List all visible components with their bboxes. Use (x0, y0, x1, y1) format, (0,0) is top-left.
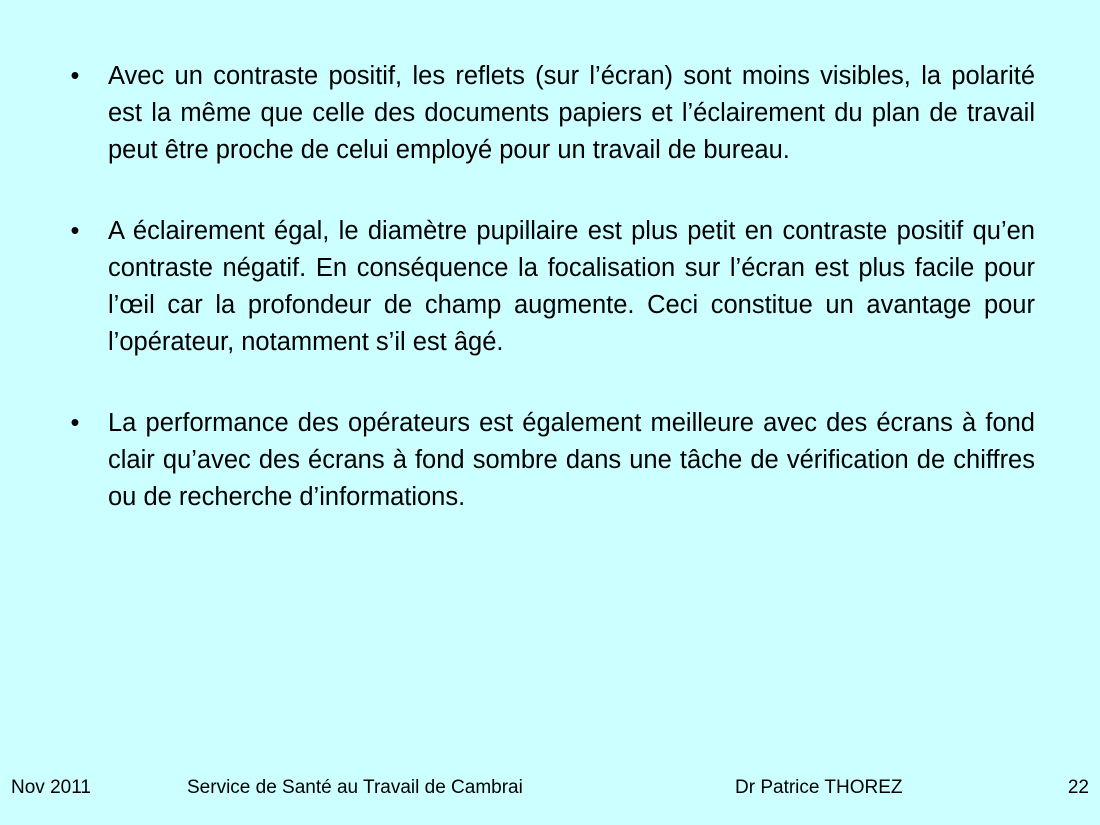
slide-body (60, 58, 1035, 560)
footer-page-number: 22 (1067, 777, 1089, 798)
bullet-item-3 (60, 405, 1035, 516)
bullet-dot-icon: • (70, 409, 80, 437)
bullet-dot-icon: • (70, 217, 80, 245)
bullet-text: Avec un contraste positif, les reflets (sur l’écran) sont moins visibles, la polarité est la même que celle des documents papiers et l’éclairement du plan de travail peut être proche de celui employé pour un travail de bureau. (108, 62, 1035, 164)
slide-footer (0, 776, 1100, 800)
bullet-item-1 (60, 58, 1035, 169)
footer-author: Dr Patrice THOREZ (735, 777, 903, 798)
bullet-dot-icon: • (70, 62, 80, 90)
footer-date: Nov 2011 (11, 777, 91, 798)
footer-service-name: Service de Santé au Travail de Cambrai (187, 777, 523, 798)
bullet-text: A éclairement égal, le diamètre pupillaire est plus petit en contraste positif qu’en contraste négatif. En conséquence la focalisation sur l’écran est plus facile pour l’œil car la profondeur de champ augmente. Ceci constitue un avantage pour l’opérateur, notamment s’il est âgé. (108, 217, 1035, 356)
bullet-item-2 (60, 213, 1035, 361)
bullet-text: La performance des opérateurs est également meilleure avec des écrans à fond clair qu’avec des écrans à fond sombre dans une tâche de vérification de chiffres ou de recherche d’informations. (108, 409, 1035, 511)
